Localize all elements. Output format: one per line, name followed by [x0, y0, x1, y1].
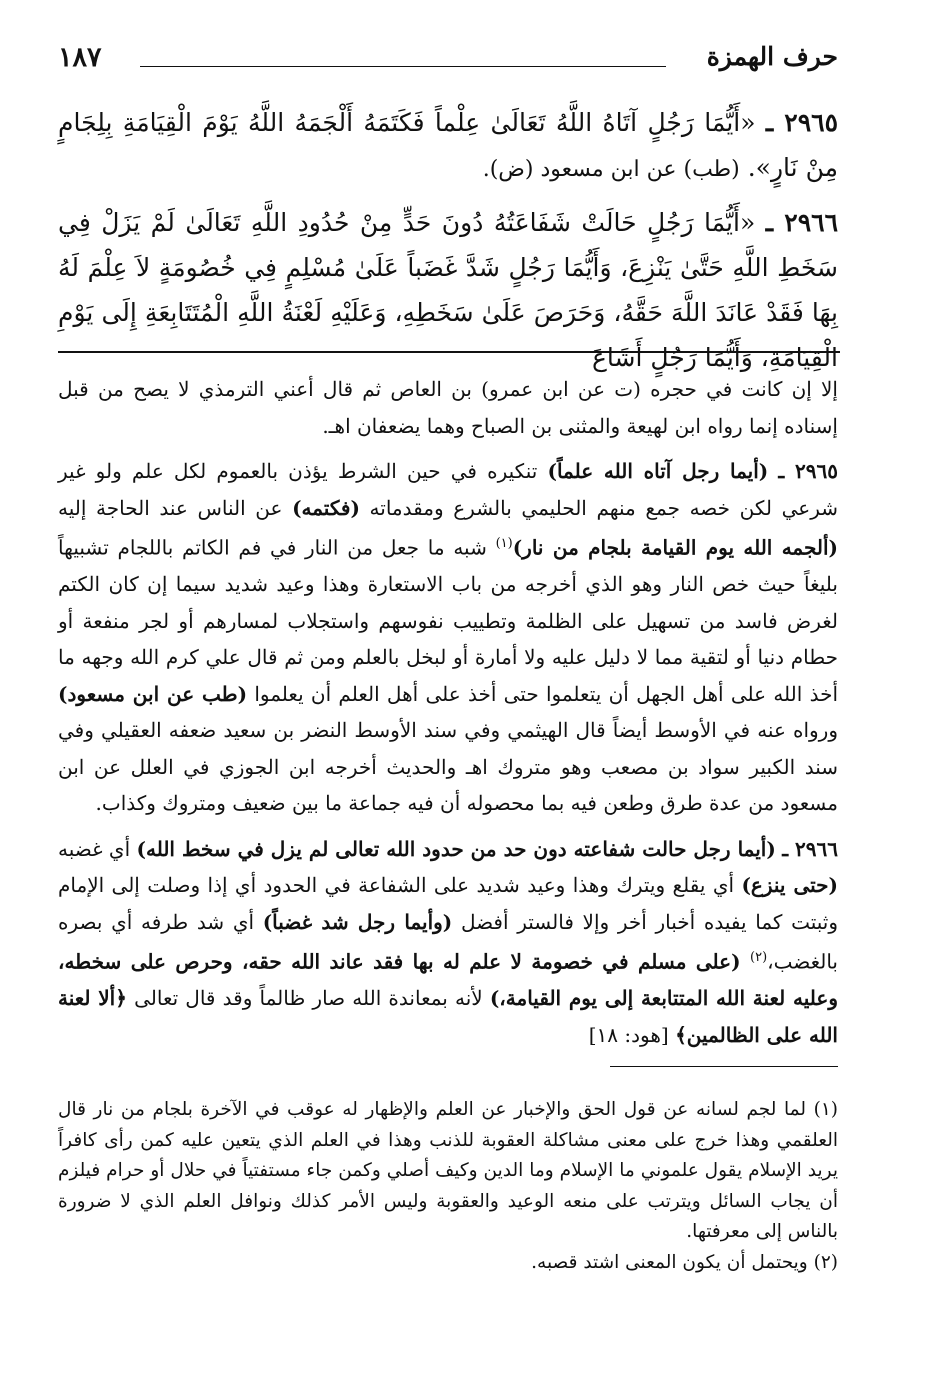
commentary-text: تنكيره في حين الشرط يؤذن بالعموم لكل علم ولو غير شرعي لكن خصه جمع منهم الحليمي بالشرع ومقدماته — [58, 459, 838, 520]
footnote-text: ويحتمل أن يكون المعنى اشتد قصبه. — [531, 1251, 808, 1273]
section-divider — [58, 351, 840, 353]
hadith-text: «أَيُّمَا رَجُلٍ آتَاهُ اللَّهُ تَعَالَىٰ عِلْماً فَكَتَمَهُ أَلْجَمَهُ اللَّهُ يَوْمَ الْقِيَامَةِ بِلِجَامٍ مِنْ نَارٍ». — [58, 108, 838, 182]
hadith-source: (طب) عن ابن مسعود (ض). — [482, 157, 740, 182]
source-citation: (طب عن ابن مسعود) — [58, 681, 248, 706]
commentary-text: عن الناس عند الحاجة إليه — [58, 495, 293, 520]
footnote-2 — [58, 1248, 838, 1279]
footnote-mark: (١) — [813, 1099, 838, 1120]
commentary-text: شبه ما جعل من النار في فم الكاتم باللجام تشبيهاً بليغاً حيث خص النار وهو الذي أخرجه من باب الاستعارة وهذا وعيد شديد سيما إن كان الكتم لغرض فاسد من تسهيل على الظلمة وتطييب نفوسهم واستجلاب لمسارهم أو لجر منفعة أو حطام دنيا أو لتقية مما لا دليل عليه ولا أمارة أو لبخل بالعلم ومن ثم قال علي كرم الله وجهه ما أخذ الله على أهل الجهل أن يتعلموا حتى أخذ على أهل العلم أن يعلموا — [58, 535, 838, 706]
quran-quote: ﴿ألا لعنة الله على الظالمين﴾ — [58, 986, 838, 1047]
commentary-text: أي غضبه — [58, 836, 137, 861]
hadith-section — [58, 100, 838, 388]
footnote-reference[interactable]: (٢) — [750, 950, 768, 966]
page-header — [58, 42, 838, 82]
commentary-number: ٢٩٦٦ ـ — [782, 836, 838, 861]
quoted-phrase: (ألجمه الله يوم القيامة بلجام من نار) — [512, 535, 838, 560]
commentary-text: ورواه عنه في الأوسط أيضاً قال الهيثمي وفي سند الأوسط النضر بن سعيد ضعفه العقيلي وفي سند الكبير سواد بن مصعب وهو متروك اهـ والحديث أخرجه ابن الجوزي في العلل عن ابن مسعود من عدة طرق وطعن فيه بما محصوله أن فيه جماعة ما بين ضعيف ومتروك وكذاب. — [58, 718, 838, 816]
quoted-phrase: (على مسلم في خصومة لا علم له بها فقد عاند الله حقه، وحرص على سخطه، وعليه لعنة الله المتتابعة إلى يوم القيامة،) — [58, 949, 838, 1011]
footnote-mark: (٢) — [813, 1251, 838, 1273]
hadith-number: ٢٩٦٥ ـ — [765, 108, 839, 137]
commentary-intro: إلا إن كانت في حجره (ت عن ابن عمرو) بن العاص ثم قال أعني الترمذي لا يصح من قبل إسناده إنما رواه ابن لهيعة والمثنى بن الصباح وهما يضعفان اهـ. — [58, 377, 838, 438]
quoted-phrase: (حتى ينزع) — [741, 873, 839, 898]
hadith-text: «أَيُّمَا رَجُلٍ حَالَتْ شَفَاعَتُهُ دُونَ حَدٍّ مِنْ حُدُودِ اللَّهِ تَعَالَىٰ لَمْ يَزَلْ فِي سَخَطِ اللَّهِ حَتَّىٰ يَنْزِعَ، وَأَيُّمَا رَجُلٍ شَدَّ غَضَباً عَلَىٰ مُسْلِمٍ فِي خُصُومَةٍ لاَ عِلْمَ لَهُ بِهَا فَقَدْ عَانَدَ اللَّهَ حَقَّهُ، وَحَرَصَ عَلَىٰ سَخَطِهِ، وَعَلَيْهِ لَعْنَةُ اللَّهِ الْمُتَتَابِعَةِ إِلَى يَوْمِ الْقِيَامَةِ، وَأَيُّمَا رَجُلٍ أَشَاعَ — [58, 208, 838, 372]
quoted-phrase: (أيما رجل حالت شفاعته دون حد من حدود الله تعالى لم يزل في سخط الله) — [136, 836, 776, 861]
page-number: ١٨٧ — [58, 42, 102, 73]
commentary-section — [58, 371, 838, 1062]
header-rule — [140, 66, 666, 67]
quran-reference: [هود: ١٨] — [588, 1022, 676, 1047]
commentary-text: أي يقلع ويترك وهذا وعيد شديد على الشفاعة في الحدود أي إذا وصلت إلى الإمام وثبتت كما يفيده أخبار أخر وإلا فالستر أفضل — [58, 873, 839, 934]
footnotes-section — [58, 1095, 838, 1278]
hadith-2965 — [58, 100, 838, 192]
chapter-title: حرف الهمزة — [706, 42, 838, 71]
commentary-2966 — [58, 831, 838, 1054]
footnote-1 — [58, 1095, 838, 1248]
footnote-reference[interactable]: (١) — [495, 536, 513, 551]
commentary-text: أي شد طرفه أي بصره بالغضب، — [58, 909, 838, 974]
hadith-2966 — [58, 200, 838, 380]
quoted-phrase: (فكتمه) — [292, 495, 360, 520]
quoted-phrase: (أيما رجل آتاه الله علماً) — [547, 459, 769, 483]
quoted-phrase: (وأيما رجل شد غضباً) — [262, 909, 453, 934]
hadith-number: ٢٩٦٦ ـ — [765, 208, 838, 237]
commentary-number: ٢٩٦٥ ـ — [778, 459, 839, 483]
commentary-text: لأنه بمعاندة الله صار ظالماً وقد قال تعالى — [126, 986, 490, 1011]
footnote-divider — [610, 1066, 838, 1067]
commentary-2965 — [58, 453, 838, 822]
footnote-text: لما لجم لسانه عن قول الحق والإخبار عن العلم والإظهار له عوقب في الآخرة بلجام من نار قال العلقمي وهذا خرج على معنى مشاكلة العقوبة للذنب وهذا في العلم الذي يتعين عليه كمن رأى كافراً يريد الإسلام يقول علموني ما الإسلام وما الدين وكيف أصلي وكمن جاء مستفتياً في حلال أو حرام فيلزم أن يجاب السائل ويترتب على منعه الوعيد والعقوبة وليس الأمر كذلك ونوافل العلم الذي لا ضرورة بالناس إلى معرفتها. — [58, 1099, 838, 1242]
